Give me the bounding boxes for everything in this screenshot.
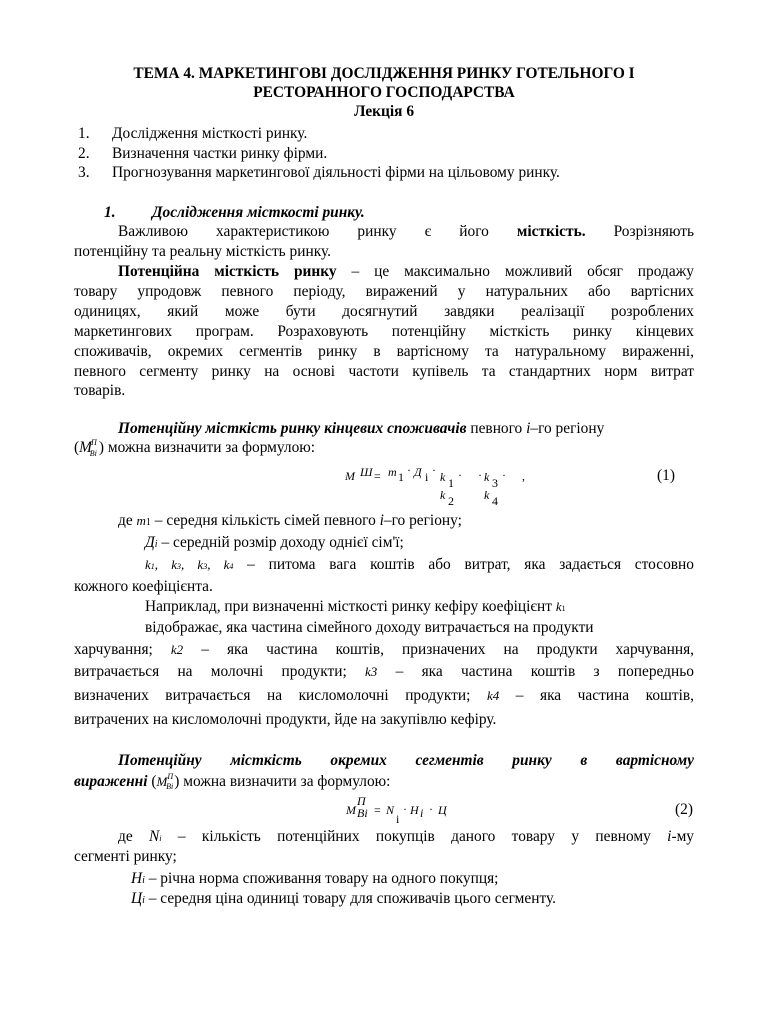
paragraph-line: маркетингових програм. Розраховують потенційну місткість ринку кінцевих — [74, 323, 694, 340]
section-number: 1. — [104, 204, 116, 221]
definition-k: k1, k3, k3, k4 – питома вага коштів або витрат, яка задається стосовно — [145, 556, 694, 573]
plan-item-text: Визначення частки ринку фірми. — [112, 145, 328, 162]
plan-item-number: 3. — [78, 164, 90, 181]
formula-2-number: (2) — [675, 801, 693, 818]
term-potential-capacity: Потенційна місткість ринку — [118, 263, 337, 280]
definition-hi: Hi – річна норма споживання товару на одного покупця; — [131, 870, 499, 887]
section-heading — [104, 203, 365, 223]
example-line: харчування; k2 – яка частина коштів, призначених на продукти харчування, — [74, 641, 694, 658]
example-line: визначених витрачається на кисломолочні продукти; k4 – яка частина коштів, — [74, 687, 694, 704]
paragraph-line: товару упродовж певного періоду, виражений у натуральних або вартісних — [74, 283, 694, 300]
example-line: витрачається на молочні продукти; k3 – яка частина коштів з попередньо — [74, 663, 694, 680]
formula1-intro: Потенційну місткість ринку кінцевих споживачів певного i–го регіону — [118, 420, 605, 437]
plan-item — [78, 124, 307, 144]
symbol-m: $M^П_{Ві}$ — [156, 772, 174, 791]
lecture-label: Лекція 6 — [353, 103, 415, 120]
plan-item — [78, 163, 560, 183]
formula1-intro-line2: ($M^П_{Ві}$ ) можна визначити за формулою: — [74, 438, 316, 458]
paragraph-line: потенційну та реальну місткість ринку. — [74, 243, 331, 260]
document-page: ТЕМА 4. МАРКЕТИНГОВІ ДОСЛІДЖЕННЯ РИНКУ ГОТЕЛЬНОГО І РЕСТОРАННОГО ГОСПОДАРСТВА Лекція 6 1. Дослідження місткості ринку. 2. Визначення частки ринку фірми. 3. Прогнозування маркетингової діяльності фірми на цільовому ринку. 1. Дослідження місткості ринку. Важливою характеристикою ринку є його місткість. Розрізняють потенційну та реальну місткість ринку. Потенційна місткість ринку – це максимально можливий обсяг продажу товару упродовж певного періоду, виражений у натуральних або вартісних одиницях, який може бути досягнутий завдяки реалізації розроблених маркетингових програм. Розраховують потенційну місткість ринку кінцевих споживачів, окремих сегментів ринку в вартісному та натуральному вираженні, певного сегменту ринку на основі частоти купівель та стандартних норм витрат товарів. Потенційну місткість ринку кінцевих споживачів певного i–го регіону ($M^П_{Ві}$ ) можна визначити за формулою: M Ш = m 1 · Д i · k 1 · · k 3 · k 2 k 4 , (1) де m1 – середня кількість сімей певного i–го регіону; Дi – середній розмір доходу однієї сім'ї; k1, k3, k3, k4 – питома вага коштів або витрат, яка задається стосовно кожного коефіцієнта. Наприклад, при визначенні місткості ринку кефіру коефіцієнт k1 відображає, яка частина сімейного доходу витрачається на продукти харчування; k2 – яка частина коштів, призначених на продукти харчування, витрачається на молочні продукти; k3 – яка частина коштів з попередньо визначених витрачається на кисломолочні продукти; k4 – яка частина коштів, витрачених на кисломолочні продукти, йде на закупівлю кефіру. Потенційну місткість окремих сегментів ринку в вартісному вираженні $(M^П_{Ві})$ можна визначити за формулою: M П Ві = N i · H i · Ц (2) де Ni – кількість потенційних покупців даного товару у певному i-му сегменті ринку; Hi – річна норма споживання товару на одного покупця; Цi – середня ціна одиниці товару для споживачів цього сегменту. — [0, 0, 768, 1024]
plan-item-number: 2. — [78, 145, 90, 162]
paragraph-line: Потенційна місткість ринку – це максимально можливий обсяг продажу — [118, 263, 694, 280]
plan-item-text: Прогнозування маркетингової діяльності фірми на цільовому ринку. — [112, 164, 560, 181]
plan-item-text: Дослідження місткості ринку. — [112, 125, 308, 142]
definition-m1: де m1 – середня кількість сімей певного i–го регіону; — [118, 512, 462, 529]
section-title: Дослідження місткості ринку. — [152, 204, 365, 221]
plan-item — [78, 144, 327, 164]
paragraph-line: сегменті ринку; — [74, 848, 177, 865]
definition-ci: Цi – середня ціна одиниці товару для споживачів цього сегменту. — [131, 890, 557, 907]
paragraph-line: товарів. — [74, 382, 126, 399]
formula-1-number: (1) — [657, 467, 675, 484]
k-coefficients: k1, k3, k3, k4 — [145, 557, 234, 572]
example-line: витрачених на кисломолочні продукти, йде на закупівлю кефіру. — [74, 711, 497, 728]
title-line-1: ТЕМА 4. МАРКЕТИНГОВІ ДОСЛІДЖЕННЯ РИНКУ ГОТЕЛЬНОГО І — [133, 65, 635, 82]
paragraph-line: кожного коефіцієнта. — [74, 578, 213, 595]
paragraph-line: споживачів, окремих сегментів ринку в вартісному та натуральному вираженні, — [74, 343, 694, 360]
paragraph-line: одиницях, який може бути досягнутий завдяки реалізації розроблених — [74, 303, 694, 320]
example-line: Наприклад, при визначенні місткості ринку кефіру коефіцієнт k1 — [145, 598, 566, 615]
definition-di: Дi – середній розмір доходу однієї сім'ї; — [145, 534, 404, 551]
example-line: відображає, яка частина сімейного доходу витрачається на продукти — [145, 619, 594, 636]
formula2-intro: Потенційну місткість окремих сегментів ринку в вартісному — [118, 752, 694, 769]
definition-ni: де Ni – кількість потенційних покупців даного товару у певному i-му — [118, 828, 694, 845]
formula2-intro-line2: вираженні $(M^П_{Ві})$ можна визначити за формулою: — [74, 772, 391, 791]
symbol-m: $M^П_{Ві}$ — [79, 438, 97, 458]
paragraph-line: певного сегменту ринку на основі частоти купівель та стандартних норм витрат — [74, 363, 694, 380]
paragraph-line: Важливою характеристикою ринку є його місткість. Розрізняють — [118, 223, 694, 240]
term-capacity: місткість. — [516, 223, 586, 240]
title-line-2: РЕСТОРАННОГО ГОСПОДАРСТВА — [253, 84, 515, 101]
plan-item-number: 1. — [78, 125, 90, 142]
